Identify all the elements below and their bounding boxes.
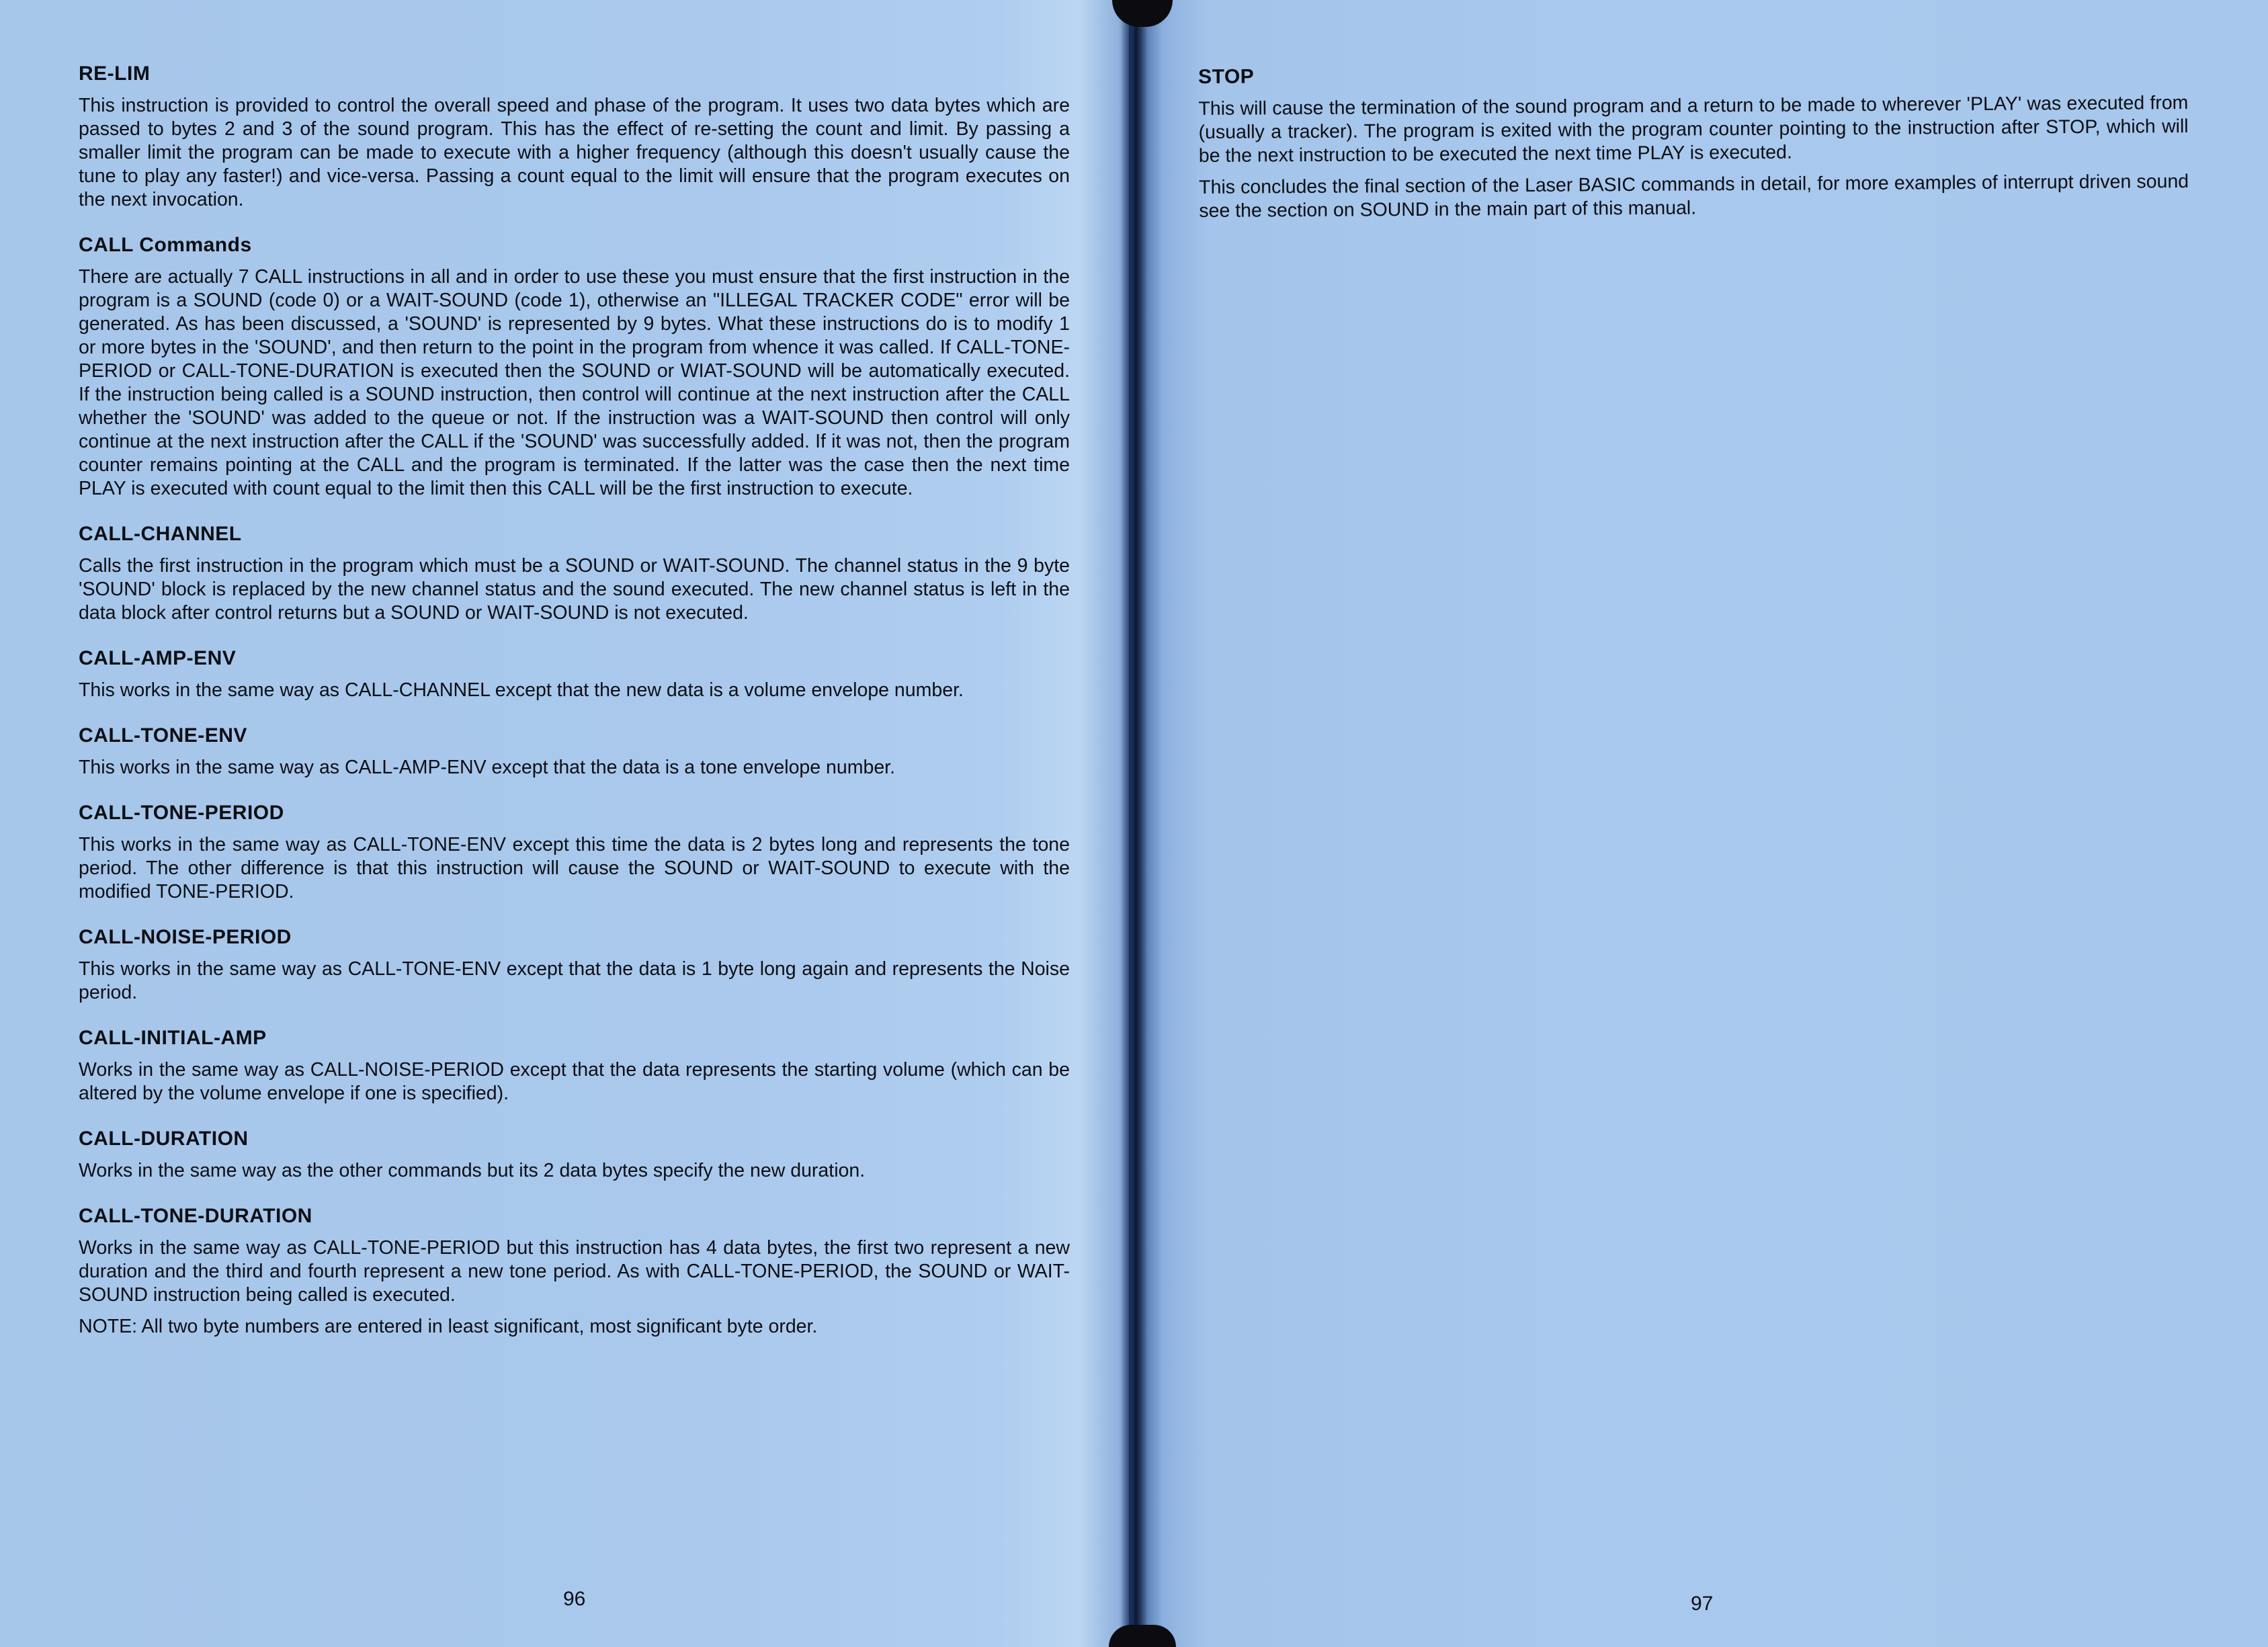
paragraph-call-tone-env: This works in the same way as CALL-AMP-ENV except that the data is a tone envelope number. [79,757,896,778]
paragraph-note: NOTE: All two byte numbers are entered in least significant, most significant byte order. [79,1316,818,1337]
left-page-body [79,60,1070,1359]
page-number-left: 96 [563,1588,586,1610]
paragraph-conclusion: This concludes the final section of the Laser BASIC commands in detail, for more examples of interrupt driven sound see the section on SOUND in the main part of this manual. [1199,170,2189,222]
heading-call-channel: CALL-CHANNEL [79,523,242,545]
paragraph-call-channel: Calls the first instruction in the program which must be a SOUND or WAIT-SOUND. The channel status in the 9 byte 'SOUND' block is replaced by the new channel status and the sound executed. The new channel status is left in the data block after control returns but a SOUND or WAIT-SOUND is not executed. [79,555,1070,624]
right-page-body [1198,58,2189,243]
paragraph-stop: This will cause the termination of the sound program and a return to be made to wherever 'PLAY' was executed from (usually a tracker). The program is exited with the program counter pointing to the instruction after STOP, which will be the next instruction to be executed the next time PLAY is executed. [1198,92,2189,167]
heading-call-duration: CALL-DURATION [79,1128,249,1150]
paragraph-call-duration: Works in the same way as the other commands but its 2 data bytes specify the new duration. [79,1160,866,1181]
paragraph-call-tone-period: This works in the same way as CALL-TONE-ENV except this time the data is 2 bytes long and represents the tone period. The other difference is that this instruction will cause the SOUND or WAIT-SOUND to execute with the modified TONE-PERIOD. [79,834,1070,902]
paragraph-call-initial-amp: Works in the same way as CALL-NOISE-PERIOD except that the data represents the starting volume (which can be altered by the volume envelope if one is specified). [79,1059,1070,1104]
heading-call-noise-period: CALL-NOISE-PERIOD [79,926,292,948]
spine-bottom-edge [1109,1625,1176,1647]
right-page [1129,0,2268,1647]
heading-call-commands: CALL Commands [79,234,252,256]
paragraph-call-commands: There are actually 7 CALL instructions in all and in order to use these you must ensure that the first instruction in the program is a SOUND (code 0) or a WAIT-SOUND (code 1), otherwise an "ILLEGAL TRACKER CODE" error will be generated. As has been discussed, a 'SOUND' is represented by 9 bytes. What these instructions do is to modify 1 or more bytes in the 'SOUND', and then return to the point in the program from whence it was called. If CALL-TONE-PERIOD or CALL-TONE-DURATION is executed then the SOUND or WIAT-SOUND will be automatically executed. If the instruction being called is a SOUND instruction, then control will continue at the next instruction after the CALL whether the 'SOUND' was added to the queue or not. If the instruction was a WAIT-SOUND then control will only continue at the next instruction after the CALL if the 'SOUND' was successfully added. If it was not, then the program counter remains pointing at the CALL and the program is terminated. If the latter was the case then the next time PLAY is executed with count equal to the limit then this CALL will be the first instruction to execute. [79,266,1070,499]
paragraph-call-tone-duration: Works in the same way as CALL-TONE-PERIOD but this instruction has 4 data bytes, the first two represent a new duration and the third and fourth represent a new tone period. As with CALL-TONE-PERIOD, the SOUND or WAIT-SOUND instruction being called is executed. [79,1237,1070,1306]
heading-call-tone-env: CALL-TONE-ENV [79,724,247,747]
page-number-right: 97 [1691,1593,1714,1615]
book-gutter-shadow [1121,0,1148,1647]
heading-call-tone-duration: CALL-TONE-DURATION [79,1205,312,1227]
paragraph-re-lim: This instruction is provided to control the overall speed and phase of the program. It uses two data bytes which are passed to bytes 2 and 3 of the sound program. This has the effect of re-setting the count and limit. By passing a smaller limit the program can be made to execute with a higher frequency (although this doesn't usually cause the tune to play any faster!) and vice-versa. Passing a count equal to the limit will ensure that the program executes on the next invocation. [79,95,1070,210]
heading-stop: STOP [1198,65,1255,88]
heading-call-tone-period: CALL-TONE-PERIOD [79,802,284,824]
paragraph-call-amp-env: This works in the same way as CALL-CHANNEL except that the new data is a volume envelope number. [79,679,964,701]
paragraph-call-noise-period: This works in the same way as CALL-TONE-ENV except that the data is 1 byte long again and represents the Noise period. [79,958,1070,1003]
heading-re-lim: RE-LIM [79,62,151,85]
heading-call-initial-amp: CALL-INITIAL-AMP [79,1027,267,1049]
heading-call-amp-env: CALL-AMP-ENV [79,647,237,669]
